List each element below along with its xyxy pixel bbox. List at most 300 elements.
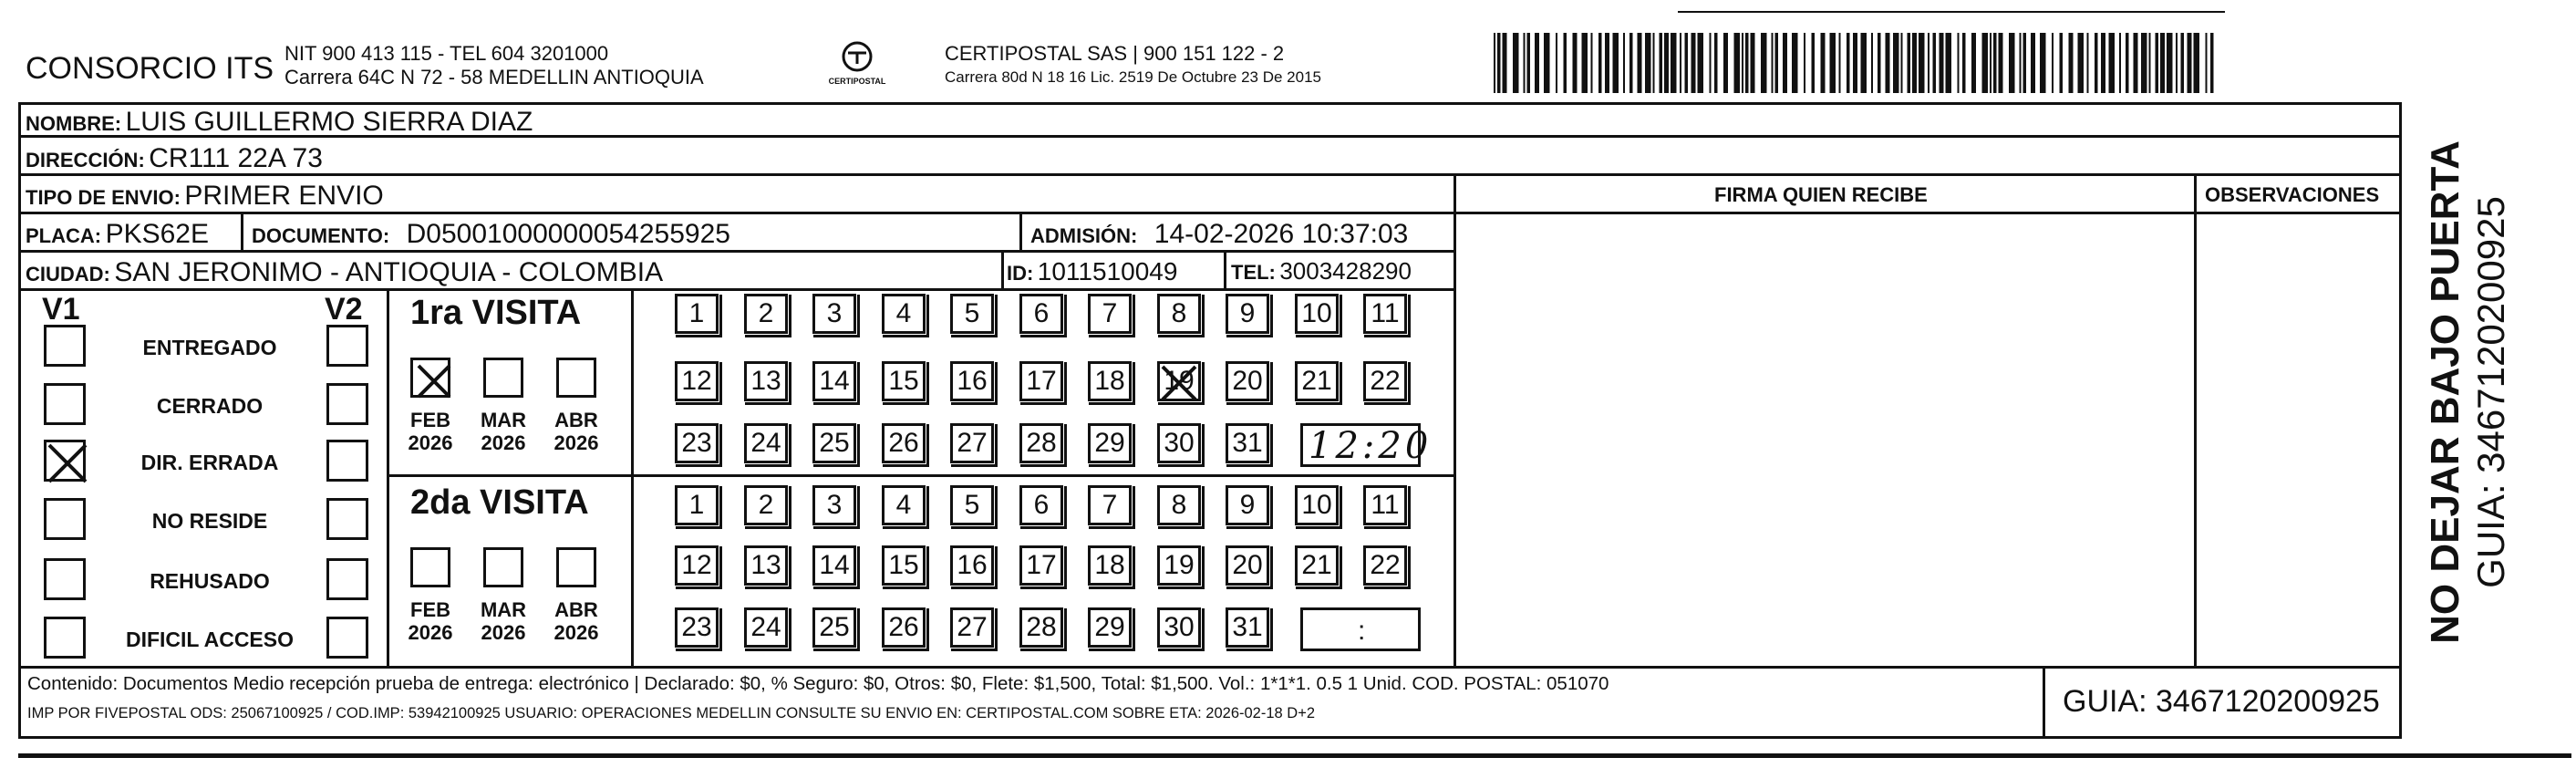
barcode-bar <box>1691 33 1696 93</box>
day-checkbox[interactable] <box>1226 361 1269 401</box>
day-number: 5 <box>964 490 980 520</box>
month-year: 2026 <box>481 621 526 645</box>
day-number: 14 <box>819 366 850 396</box>
day-number: 23 <box>681 612 712 642</box>
day-checkbox[interactable] <box>1363 361 1407 401</box>
month-label <box>476 598 531 645</box>
day-number: 1 <box>688 298 705 328</box>
status-label: DIFICIL ACCESO <box>125 628 295 651</box>
day-checkbox[interactable] <box>1088 485 1132 525</box>
barcode-bar <box>1598 33 1602 93</box>
city-value: SAN JERONIMO - ANTIOQUIA - COLOMBIA <box>114 257 664 287</box>
name-field: NOMBRE: LUIS GUILLERMO SIERRA DIAZ <box>26 107 533 137</box>
barcode-bar <box>1971 33 1976 93</box>
barcode-bar <box>1928 33 1929 93</box>
visit-1-time-box[interactable] <box>1300 423 1433 467</box>
visit-1-time-value: 12:20 <box>1309 425 1433 467</box>
city-field: CIUDAD: SAN JERONIMO - ANTIOQUIA - COLOMBIA <box>26 257 664 287</box>
status-label: DIR. ERRADA <box>140 451 279 474</box>
barcode-bar <box>1783 33 1787 93</box>
carrier-line-2: Carrera 80d N 18 16 Lic. 2519 De Octubre 23 De 2015 <box>945 68 1321 86</box>
month-label <box>549 409 604 455</box>
barcode-bar <box>1671 33 1677 93</box>
day-checkbox[interactable] <box>1019 294 1063 334</box>
month-label <box>403 409 458 455</box>
barcode-bar <box>2141 33 2147 93</box>
barcode-bar <box>1962 33 1966 93</box>
visit-1-title: 1ra VISITA <box>410 294 582 332</box>
day-number: 6 <box>1033 298 1050 328</box>
v1-checkbox[interactable] <box>44 617 86 659</box>
barcode-bar <box>2020 33 2022 93</box>
day-number: 1 <box>688 490 705 520</box>
barcode-bar <box>2176 33 2178 93</box>
row-divider <box>18 212 2402 214</box>
day-checkbox[interactable] <box>950 294 994 334</box>
months-divider <box>631 288 634 666</box>
barcode-bar <box>2069 33 2074 93</box>
barcode-bar <box>1912 33 1917 93</box>
day-checkbox[interactable] <box>882 423 926 463</box>
name-value: LUIS GUILLERMO SIERRA DIAZ <box>125 107 533 137</box>
day-number: 29 <box>1094 612 1125 642</box>
admission-divider <box>1019 212 1022 250</box>
address-field: DIRECCIÓN: CR111 22A 73 <box>26 143 323 173</box>
check-x-mark <box>413 360 455 402</box>
day-checkbox[interactable] <box>950 423 994 463</box>
v2-checkbox[interactable] <box>326 325 368 367</box>
day-checkbox[interactable] <box>1019 423 1063 463</box>
shipment-type-field: TIPO DE ENVIO: PRIMER ENVIO <box>26 181 384 211</box>
day-checkbox[interactable] <box>1157 607 1201 648</box>
day-checkbox[interactable] <box>1226 485 1269 525</box>
barcode-bar <box>1982 33 1989 93</box>
month-year: 2026 <box>481 431 526 455</box>
month-year: 2026 <box>408 621 453 645</box>
day-checkbox[interactable] <box>744 294 788 334</box>
barcode-bar <box>1946 33 1952 93</box>
day-number: 5 <box>964 298 980 328</box>
month-year: 2026 <box>553 431 599 455</box>
status-label: NO RESIDE <box>151 509 268 533</box>
barcode-bar <box>1685 33 1689 93</box>
barcode-bar <box>2181 33 2185 93</box>
day-checkbox[interactable] <box>882 485 926 525</box>
day-number: 8 <box>1171 298 1187 328</box>
observations-col-left <box>2194 173 2197 668</box>
row-divider <box>18 288 1455 291</box>
barcode-bar <box>1723 33 1728 93</box>
company-line-2: Carrera 64C N 72 - 58 MEDELLIN ANTIOQUIA <box>284 66 704 88</box>
barcode-bar <box>1861 33 1867 93</box>
day-checkbox[interactable] <box>812 294 856 334</box>
tel-field: TEL: 3003428290 <box>1231 257 1412 285</box>
barcode-bar <box>1698 33 1704 93</box>
day-number: 7 <box>1102 490 1118 520</box>
barcode-bar <box>1710 33 1712 93</box>
barcode-bar <box>1919 33 1925 93</box>
day-checkbox[interactable] <box>675 361 719 401</box>
day-checkbox[interactable] <box>882 545 926 586</box>
barcode-bar <box>1821 33 1826 93</box>
barcode-bar <box>1908 33 1911 93</box>
id-value: 1011510049 <box>1037 257 1178 285</box>
day-checkbox[interactable] <box>1363 294 1407 334</box>
day-number: 4 <box>895 490 912 520</box>
tel-value: 3003428290 <box>1279 257 1412 285</box>
day-number: 21 <box>1301 366 1332 396</box>
document-field: DOCUMENTO: D05001000000054255925 <box>252 219 730 249</box>
day-number: 12 <box>681 550 712 580</box>
v1-header: V1 <box>42 292 80 327</box>
barcode-bar <box>1999 33 2003 93</box>
tel-divider <box>1224 250 1226 288</box>
day-number: 23 <box>681 428 712 458</box>
day-number: 9 <box>1239 298 1256 328</box>
status-divider <box>387 288 389 666</box>
month-name: MAR <box>480 409 527 431</box>
status-label: REHUSADO <box>150 569 270 593</box>
day-checkbox[interactable] <box>812 423 856 463</box>
barcode-bar <box>1745 33 1749 93</box>
day-number: 25 <box>819 612 850 642</box>
company-line-1: NIT 900 413 115 - TEL 604 3201000 <box>284 42 609 65</box>
barcode-bar <box>2119 33 2121 93</box>
day-number: 12 <box>681 366 712 396</box>
day-checkbox[interactable] <box>950 545 994 586</box>
barcode-bar <box>1993 33 1997 93</box>
month-label <box>476 409 531 455</box>
day-checkbox[interactable] <box>1157 545 1201 586</box>
status-label: CERRADO <box>156 394 264 418</box>
v2-checkbox[interactable] <box>326 440 368 482</box>
day-checkbox[interactable] <box>675 294 719 334</box>
month-name: MAR <box>480 598 527 621</box>
month-name: ABR <box>554 598 598 621</box>
barcode-bar <box>1990 33 1991 93</box>
barcode-bar <box>1775 33 1779 93</box>
day-number: 28 <box>1026 612 1057 642</box>
barcode-bar <box>1761 33 1767 93</box>
id-field: ID: 1011510049 <box>1007 257 1178 285</box>
day-checkbox[interactable] <box>1295 485 1339 525</box>
day-number: 31 <box>1232 612 1263 642</box>
day-number: 22 <box>1370 366 1401 396</box>
barcode-bar <box>1734 33 1741 93</box>
day-checkbox[interactable] <box>675 607 719 648</box>
day-number: 10 <box>1301 298 1332 328</box>
barcode-bar <box>1513 33 1519 93</box>
day-number: 2 <box>758 490 774 520</box>
barcode-bar <box>1535 33 1539 93</box>
day-checkbox[interactable] <box>744 545 788 586</box>
barcode-bar <box>1839 33 1841 93</box>
day-checkbox[interactable] <box>812 607 856 648</box>
day-checkbox[interactable] <box>1019 361 1063 401</box>
barcode-bar <box>1792 33 1798 93</box>
footer-guia: GUIA: 3467120200925 <box>2063 684 2380 719</box>
visit-divider <box>387 474 1455 477</box>
day-number: 26 <box>888 612 919 642</box>
signature-col-left <box>1454 173 1456 668</box>
barcode-bar <box>1638 33 1642 93</box>
svg-text:CERTIPOSTAL: CERTIPOSTAL <box>828 77 886 86</box>
day-checkbox[interactable] <box>1088 294 1132 334</box>
month-checkbox[interactable] <box>410 358 450 398</box>
month-checkbox[interactable] <box>483 547 523 587</box>
day-checkbox[interactable] <box>1088 361 1132 401</box>
day-checkbox[interactable] <box>744 607 788 648</box>
day-checkbox[interactable] <box>1295 545 1339 586</box>
day-checkbox[interactable] <box>1088 423 1132 463</box>
barcode-bar <box>1613 33 1619 93</box>
footer-guia-divider <box>2043 666 2045 739</box>
day-checkbox[interactable] <box>744 423 788 463</box>
day-number: 15 <box>888 366 919 396</box>
barcode-bar <box>1503 33 1507 93</box>
day-number: 19 <box>1164 550 1195 580</box>
v2-checkbox[interactable] <box>326 383 368 425</box>
plate-field: PLACA: PKS62E <box>26 219 209 249</box>
day-number: 15 <box>888 550 919 580</box>
v1-checkbox[interactable] <box>44 325 86 367</box>
day-number: 20 <box>1232 550 1263 580</box>
v1-checkbox[interactable] <box>44 558 86 600</box>
barcode-bar <box>1629 33 1633 93</box>
barcode-bar <box>2134 33 2138 93</box>
day-number: 3 <box>826 298 843 328</box>
id-divider <box>1001 250 1004 288</box>
day-checkbox[interactable] <box>1088 607 1132 648</box>
v2-checkbox[interactable] <box>326 558 368 600</box>
v1-checkbox[interactable] <box>44 383 86 425</box>
day-checkbox[interactable] <box>1226 607 1269 648</box>
day-checkbox[interactable] <box>1157 485 1201 525</box>
day-checkbox[interactable] <box>882 361 926 401</box>
day-checkbox[interactable] <box>1295 361 1339 401</box>
barcode-bar <box>2210 33 2214 93</box>
day-checkbox[interactable] <box>1226 423 1269 463</box>
barcode-bar <box>2126 33 2129 93</box>
barcode-bar <box>1742 33 1743 93</box>
barcode-bar <box>2109 33 2116 93</box>
day-checkbox[interactable] <box>1019 485 1063 525</box>
barcode-bar <box>1886 33 1890 93</box>
day-checkbox[interactable] <box>1157 294 1201 334</box>
barcode-bar <box>1830 33 1836 93</box>
day-number: 7 <box>1102 298 1118 328</box>
day-checkbox[interactable] <box>1019 607 1063 648</box>
month-checkbox[interactable] <box>483 358 523 398</box>
plate-divider <box>241 212 243 250</box>
status-label: ENTREGADO <box>142 336 277 359</box>
day-checkbox[interactable] <box>744 361 788 401</box>
barcode-bar <box>1664 33 1669 93</box>
certipostal-logo <box>821 40 894 91</box>
month-name: ABR <box>554 409 598 431</box>
barcode-bar <box>2060 33 2064 93</box>
day-number: 19 <box>1164 366 1195 396</box>
barcode-bar <box>2194 33 2200 93</box>
month-name: FEB <box>410 409 450 431</box>
v1-checkbox[interactable] <box>44 440 86 482</box>
barcode-bar <box>1527 33 1531 93</box>
day-number: 24 <box>750 612 781 642</box>
barcode-bar <box>1564 33 1567 93</box>
barcode-bar <box>1591 33 1593 93</box>
barcode-bar <box>1714 33 1718 93</box>
barcode-bar <box>1623 33 1625 93</box>
barcode-bar <box>1680 33 1681 93</box>
barcode-bar <box>2031 33 2035 93</box>
v2-checkbox[interactable] <box>326 498 368 540</box>
admission-value: 14-02-2026 10:37:03 <box>1154 219 1409 249</box>
month-label <box>549 598 604 645</box>
day-checkbox[interactable] <box>744 485 788 525</box>
day-number: 31 <box>1232 428 1263 458</box>
day-checkbox[interactable] <box>882 294 926 334</box>
day-number: 16 <box>957 366 988 396</box>
day-number: 9 <box>1239 490 1256 520</box>
company-name: CONSORCIO ITS <box>26 51 274 86</box>
month-label <box>403 598 458 645</box>
barcode-bar <box>1940 33 1944 93</box>
barcode-bar <box>1497 33 1501 93</box>
barcode-bar <box>2078 33 2085 93</box>
day-number: 21 <box>1301 550 1332 580</box>
barcode-bar <box>2188 33 2192 93</box>
barcode-bar <box>2009 33 2015 93</box>
admission-field: ADMISIÓN: 14-02-2026 10:37:03 <box>1030 219 1409 249</box>
barcode-bar <box>1871 33 1873 93</box>
day-number: 16 <box>957 550 988 580</box>
day-checkbox[interactable] <box>675 485 719 525</box>
day-number: 28 <box>1026 428 1057 458</box>
barcode-bar <box>1573 33 1578 93</box>
day-number: 11 <box>1371 298 1400 328</box>
barcode-bar <box>1660 33 1663 93</box>
day-number: 30 <box>1164 428 1195 458</box>
day-checkbox[interactable] <box>1019 545 1063 586</box>
row-divider <box>18 250 1455 253</box>
barcode-bar <box>1933 33 1937 93</box>
month-checkbox[interactable] <box>556 547 596 587</box>
day-number: 17 <box>1026 366 1057 396</box>
day-checkbox[interactable] <box>1157 361 1201 401</box>
day-checkbox[interactable] <box>1363 545 1407 586</box>
barcode-bar <box>2149 33 2151 93</box>
barcode-bar <box>1582 33 1588 93</box>
barcode <box>1494 33 2223 93</box>
barcode-bar <box>1804 33 1805 93</box>
month-name: FEB <box>410 598 450 621</box>
day-number: 25 <box>819 428 850 458</box>
observations-column-header: OBSERVACIONES <box>2205 183 2380 206</box>
top-rule <box>1678 11 2225 13</box>
barcode-bar <box>1645 33 1651 93</box>
plate-value: PKS62E <box>105 219 209 249</box>
day-checkbox[interactable] <box>812 485 856 525</box>
day-checkbox[interactable] <box>812 545 856 586</box>
day-number: 3 <box>826 490 843 520</box>
side-guia: GUIA: 3467120200925 <box>2469 196 2512 588</box>
day-number: 17 <box>1026 550 1057 580</box>
barcode-bar <box>1494 33 1495 93</box>
day-checkbox[interactable] <box>882 607 926 648</box>
day-checkbox[interactable] <box>675 423 719 463</box>
day-checkbox[interactable] <box>1226 294 1269 334</box>
visit-2-time-box[interactable] <box>1300 607 1421 651</box>
day-number: 27 <box>957 612 988 642</box>
day-checkbox[interactable] <box>950 607 994 648</box>
barcode-bar <box>2206 33 2208 93</box>
barcode-bar <box>2023 33 2027 93</box>
day-checkbox[interactable] <box>1088 545 1132 586</box>
day-number: 22 <box>1370 550 1401 580</box>
day-number: 18 <box>1094 366 1125 396</box>
day-number: 20 <box>1232 366 1263 396</box>
day-number: 10 <box>1301 490 1332 520</box>
row-divider <box>18 173 2402 176</box>
address-value: CR111 22A 73 <box>149 143 323 173</box>
day-number: 13 <box>750 366 781 396</box>
check-x-mark <box>1157 361 1201 405</box>
side-warning: NO DEJAR BAJO PUERTA <box>2423 140 2467 644</box>
day-number: 14 <box>819 550 850 580</box>
barcode-bar <box>2095 33 2098 93</box>
barcode-bar <box>1878 33 1881 93</box>
day-number: 6 <box>1033 490 1050 520</box>
month-year: 2026 <box>553 621 599 645</box>
day-number: 13 <box>750 550 781 580</box>
barcode-bar <box>1901 33 1903 93</box>
barcode-bar <box>2052 33 2054 93</box>
barcode-bar <box>1893 33 1899 93</box>
day-number: 29 <box>1094 428 1125 458</box>
signature-column-header: FIRMA QUIEN RECIBE <box>1714 183 1928 206</box>
barcode-bar <box>1958 33 1960 93</box>
day-number: 24 <box>750 428 781 458</box>
v2-checkbox[interactable] <box>326 617 368 659</box>
visit-2-time-value: : <box>1358 616 1366 646</box>
check-x-mark <box>44 440 91 487</box>
barcode-bar <box>1524 33 1526 93</box>
barcode-bar <box>1544 33 1550 93</box>
day-number: 4 <box>895 298 912 328</box>
day-checkbox[interactable] <box>1295 294 1339 334</box>
barcode-bar <box>2167 33 2173 93</box>
shipment-type-value: PRIMER ENVIO <box>184 181 384 211</box>
day-checkbox[interactable] <box>675 545 719 586</box>
v2-header: V2 <box>325 292 363 327</box>
barcode-bar <box>2087 33 2089 93</box>
day-checkbox[interactable] <box>1157 423 1201 463</box>
day-checkbox[interactable] <box>812 361 856 401</box>
day-checkbox[interactable] <box>950 485 994 525</box>
footer-content-line: Contenido: Documentos Medio recepción prueba de entrega: electrónico | Declarado: $0, % Seguro: $0, Otros: $0, Flete: $1,500, Total: $1,500. Vol.: 1*1*1. 0.5 1 Unid. COD. POSTAL: 051070 <box>27 673 1609 694</box>
month-year: 2026 <box>408 431 453 455</box>
month-checkbox[interactable] <box>556 358 596 398</box>
day-checkbox[interactable] <box>950 361 994 401</box>
v1-checkbox[interactable] <box>44 498 86 540</box>
day-checkbox[interactable] <box>1226 545 1269 586</box>
day-number: 18 <box>1094 550 1125 580</box>
visit-2-title: 2da VISITA <box>410 483 589 522</box>
day-checkbox[interactable] <box>1363 485 1407 525</box>
barcode-bar <box>2156 33 2159 93</box>
day-number: 30 <box>1164 612 1195 642</box>
month-checkbox[interactable] <box>410 547 450 587</box>
